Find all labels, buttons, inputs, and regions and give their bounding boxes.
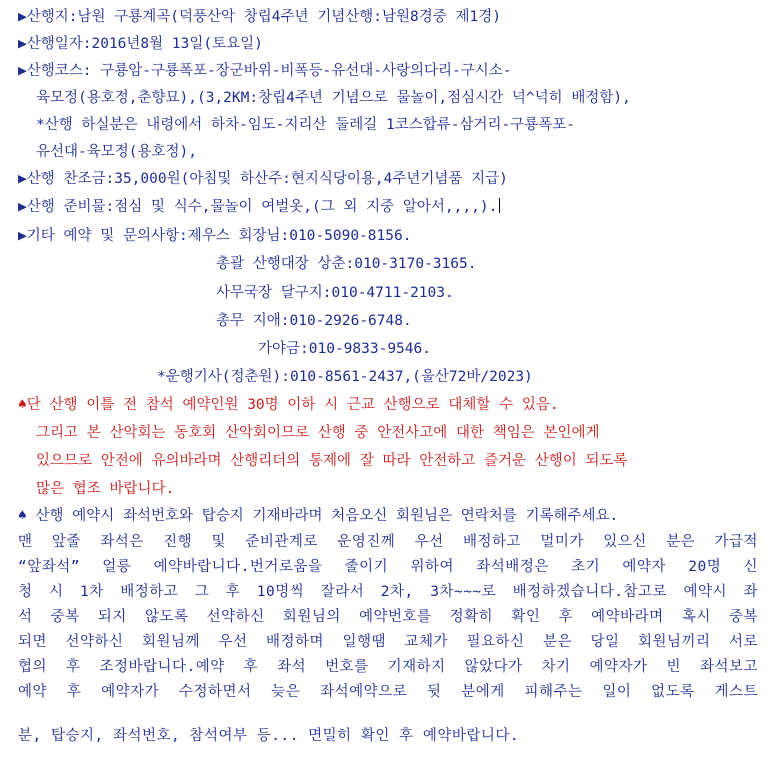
warning-text-1: 단 산행 이틀 전 참석 예약인원 30명 이하 시 근교 산행으로 대체할 수 있음. bbox=[26, 397, 559, 413]
notice-line-7: 협의 후 조정바랍니다.예약 후 좌석 번호를 기재하지 않았다가 차기 예약자가 빈 좌석보고 bbox=[18, 659, 758, 675]
info-contact-secretary: 사무국장 달구지:010-4711-2103. bbox=[216, 285, 454, 301]
notice-text-1: 산행 예약시 좌석번호와 탑승지 기재바라며 처음오신 회원님은 연락처를 기록해주세요. bbox=[35, 508, 619, 524]
notice-line-9: 분, 탑승지, 좌석번호, 참석여부 등... 면밀히 확인 후 예약바랍니다. bbox=[18, 728, 520, 744]
warning-line-3: 있으므로 안전에 유의바라며 산행리더의 통제에 잘 따라 안전하고 즐거운 산행이 되도록 bbox=[36, 453, 628, 469]
text-cursor bbox=[499, 198, 500, 213]
warning-line-1 bbox=[18, 395, 559, 415]
info-contact-gayageum: 가야금:010-9833-9546. bbox=[258, 341, 431, 357]
warning-line-4: 많은 협조 바랍니다. bbox=[36, 481, 175, 497]
info-supplies bbox=[18, 197, 500, 217]
notice-line-8: 예약 후 예약자가 수정하면서 늦은 좌석예약으로 뒷 분에게 피해주는 일이 없도록 게스트 bbox=[18, 684, 758, 700]
info-course-cont: 육모정(용호정,춘향묘),(3,2KM:창립4주년 기념으로 물놀이,점심시간 넉^넉히 배정함), bbox=[36, 90, 631, 106]
info-fee: ▶산행 찬조금:35,000원(아침및 하산주:현지식당이용,4주년기념품 지급) bbox=[18, 171, 508, 187]
info-contact-driver: *운행기사(정춘원):010-8561-2437,(울산72바/2023) bbox=[157, 369, 533, 385]
notice-line-4: 청 시 1차 배정하고 그 후 10명씩 잘라서 2차, 3차~~~로 배정하겠습니다.참고로 예약시 좌 bbox=[18, 584, 758, 600]
warning-line-2: 그리고 본 산악회는 동호회 산악회이므로 산행 중 안전사고에 대한 책임은 본인에게 bbox=[36, 425, 600, 441]
info-date: ▶산행일자:2016년8월 13일(토요일) bbox=[18, 36, 263, 52]
spade-icon: ♠ bbox=[18, 508, 27, 524]
notice-line-6: 되면 선약하신 회원님께 우선 배정하며 일행땜 교체가 필요하신 분은 당일 회원님끼리 서로 bbox=[18, 634, 758, 650]
notice-line-1 bbox=[18, 506, 618, 526]
info-course-note-cont: 유선대-육모정(용호정), bbox=[36, 144, 197, 160]
spade-icon: ♠ bbox=[18, 397, 27, 413]
info-contact-president: ▶기타 예약 및 문의사항:제우스 회장님:010-5090-8156. bbox=[18, 228, 412, 244]
info-contact-treasurer: 총무 지애:010-2926-6748. bbox=[216, 313, 412, 329]
info-contact-leader: 총괄 산행대장 상춘:010-3170-3165. bbox=[216, 256, 477, 272]
info-course-note: *산행 하실분은 내령에서 하차-임도-지리산 둘레길 1코스합류-삼거리-구룡폭포- bbox=[36, 117, 575, 133]
notice-line-2: 맨 앞줄 좌석은 진행 및 준비관계로 운영진께 우선 배정하고 멀미가 있으신 분은 가급적 bbox=[18, 534, 758, 550]
info-supplies-text: ▶산행 준비물:점심 및 식수,물놀이 여벌옷,(그 외 지중 알아서,,,,). bbox=[18, 199, 498, 215]
notice-line-5: 석 중복 되지 않도록 선약하신 회원님의 예약번호를 정확히 확인 후 예약바라며 혹시 중복 bbox=[18, 609, 758, 625]
info-course: ▶산행코스: 구룡암-구룡폭포-장군바위-비폭등-유선대-사랑의다리-구시소- bbox=[18, 63, 512, 79]
info-location: ▶산행지:남원 구룡계곡(덕풍산악 창립4주년 기념산행:남원8경중 제1경) bbox=[18, 9, 501, 25]
notice-line-3: “앞좌석” 얼릉 예약바랍니다.번거로움을 줄이기 위하여 좌석배정은 초기 예약자 20명 신 bbox=[18, 559, 758, 575]
